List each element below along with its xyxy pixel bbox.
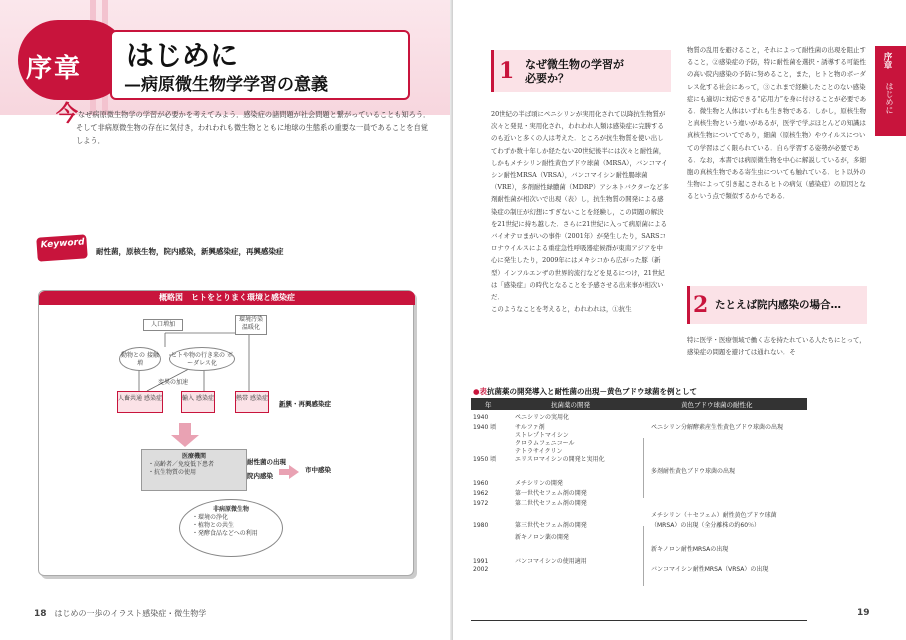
chapter-label: 序章 xyxy=(26,54,83,84)
section-2-number: 2 xyxy=(693,292,709,318)
tag-resistance: 耐性菌の出現 xyxy=(247,458,286,466)
node-nonpathogenic-item: ・発酵食品などへの利用 xyxy=(192,530,258,537)
section-1-title-line: 必要か？ xyxy=(525,72,569,85)
keyword-badge xyxy=(36,234,88,261)
node-nonpathogenic xyxy=(179,499,283,557)
table-title xyxy=(473,386,697,397)
node-population: 人口増加 xyxy=(143,319,183,331)
table-header-cell: 年 xyxy=(485,401,492,409)
table-cell: 1940 頃 xyxy=(473,424,497,431)
column-2-text-b: 特に医学・医療領域で働く志を持たれている人たちにとって，感染症の問題を避けては通れない．そ xyxy=(687,336,866,357)
keyword-list: 耐性菌，原核生物，院内感染，新興感染症，再興感染症 xyxy=(96,247,284,256)
side-tab xyxy=(875,46,906,136)
column-1-text xyxy=(491,108,669,372)
node-tropical: 熱帯 感染症 xyxy=(235,391,269,413)
side-tab-title: はじめに xyxy=(885,82,894,114)
table-cell: エリスロマイシンの開発と実用化 xyxy=(515,456,605,463)
table-cell: メチシリンの開発 xyxy=(515,480,563,487)
lead-paragraph xyxy=(56,101,431,147)
table-cell: 新キノロン薬の開発 xyxy=(515,534,569,541)
table-cell: 1980 xyxy=(473,522,489,529)
table-cell: 1991 xyxy=(473,558,489,565)
overview-diagram xyxy=(38,290,414,576)
table-cell: 多剤耐性黄色ブドウ球菌の出現 xyxy=(651,468,736,475)
table-cell: ストレプトマイシン xyxy=(515,432,569,439)
node-imported: 輸入 感染症 xyxy=(181,391,215,413)
table-cell: ペニシリンの実用化 xyxy=(515,414,570,421)
arrow-right xyxy=(279,469,289,475)
table-header-cell: 抗菌薬の開発 xyxy=(551,401,590,409)
table-cell: メチシリン（＋セフェム）耐性黄色ブドウ球菌 xyxy=(651,512,777,519)
table-cell: 2002 xyxy=(473,566,489,573)
arrow-right-head xyxy=(289,465,299,479)
table-cell: 1950 頃 xyxy=(473,456,497,463)
column-1-paragraph: 20世紀の半ば頃にペニシリンが実用化されて以降抗生物質が次々と発見・実用化され，われわれ人類は感染症に完勝するのも近いと多くの人は考えた．ところが抗生物質を使い出してわずか数十年しか経たない20世紀後半には次々と耐性菌，しかもメチシリン耐性黄色ブドウ球菌（MRSA），バンコマイシン耐性MRSA（VRSA），バンコマイシン耐性腸球菌（VRE），多剤耐性緑膿菌（MDRP）アシネトバクターなど多剤耐性菌が相次いで出現（表）し，抗生物質の開発による感染症の制圧が幻想にすぎないことを経験し，この問題の解決を21世紀に持ち越した．さらに21世紀に入って病原菌によるバイオテロまがいの事件（2001年）が発生したり，SARSコロナウイルスによる重症急性呼吸器症候群が東南アジアを中心に発生したり，2009年にはメキシコから広がった豚（新型）インフルエンザの世界的流行などを見るにつけ，21世紀は「感染症」の時代となることを予感させる出来事が相次いだ． xyxy=(491,110,669,302)
page-number: 18 xyxy=(34,609,47,619)
table-cell: 第一世代セフェム剤の開発 xyxy=(515,490,587,497)
table-cell: ペニシリン分解酵素産生性黄色ブドウ球菌の出現 xyxy=(651,424,784,431)
tag-hospital: 院内感染 xyxy=(247,472,273,480)
node-nonpathogenic-item: ・植物との共生 xyxy=(192,522,235,529)
table-cell: 第二世代セフェム剤の開発 xyxy=(515,500,587,507)
node-mutation: 変異の加速 xyxy=(157,379,188,386)
table-cell: 第三世代セフェム剤の開発 xyxy=(515,522,587,529)
table-header-cell: 黄色ブドウ球菌の耐性化 xyxy=(681,401,753,409)
node-animal-contact: 動物との 接触増 xyxy=(119,347,161,371)
node-environment: 環境汚染 温暖化 xyxy=(235,315,267,335)
section-1-number: 1 xyxy=(499,58,515,84)
page-number-right: 19 xyxy=(857,608,870,618)
section-2-title: たとえば院内感染の場合… xyxy=(715,299,841,311)
tag-community: 市中感染 xyxy=(305,466,331,474)
table-cell: 1960 xyxy=(473,480,489,487)
lead-initial: 今 xyxy=(56,101,79,127)
title-box xyxy=(110,30,410,100)
node-medical xyxy=(141,449,247,491)
node-medical-item: ・高齢者／免疫低下患者 xyxy=(148,461,215,468)
table-cell: 1962 xyxy=(473,490,489,497)
tag-emerging: 新興・再興感染症 xyxy=(279,400,331,408)
node-zoonosis: 人畜共通 感染症 xyxy=(117,391,163,413)
table-cell: サルファ剤 xyxy=(515,424,545,431)
table-cell: 1940 xyxy=(473,414,489,421)
table-cell: バンコマイシン耐性MRSA（VRSA）の出現 xyxy=(651,566,769,573)
table-cell: バンコマイシンの使用適用 xyxy=(515,558,587,565)
diagram-title: 概略図 ヒトをとりまく環境と感染症 xyxy=(39,291,415,305)
right-page xyxy=(453,0,906,640)
page-subtitle: —病原微生物学学習の意義 xyxy=(124,75,328,95)
node-nonpathogenic-label: 非病原微生物 xyxy=(212,506,249,513)
table-cell: 新キノロン耐性MRSAの出現 xyxy=(651,546,729,553)
column-1-paragraph: このようなことを考えると，われわれは，①抗生 xyxy=(491,305,632,314)
lead-text: なぜ病原微生物学の学習が必要かを考えてみよう．感染症の諸問題が社会問題と繋がっていることも知ろう．そして非病原微生物の存在に気付き，われわれも微生物とともに地球の生態系の重要な一員であることを自覚しよう． xyxy=(76,110,431,145)
timeline-line xyxy=(643,526,644,586)
side-tab-chapter: 序章 xyxy=(882,52,892,69)
footer-left xyxy=(34,608,206,619)
table-bottom-rule xyxy=(471,620,807,621)
node-medical-label: 医療機関 xyxy=(181,453,206,460)
timeline-line xyxy=(643,438,644,498)
table-cell: テトラサイクリン xyxy=(515,448,563,455)
table-title-text: 抗菌薬の開発導入と耐性菌の出現－黄色ブドウ球菌を例として xyxy=(487,387,698,396)
keyword-label: Keyword xyxy=(40,237,85,251)
table-bullet: ●表 xyxy=(473,387,488,396)
book-title: はじめの一歩のイラスト感染症・微生物学 xyxy=(54,609,207,618)
column-2-text: 物質の乱用を避けること，それによって耐性菌の出現を阻止すること，②感染症の予防，特に耐性菌を選択・誘導する可能性の高い院内感染の予防に努めること，また，ヒトと物のボーダレス化する社会にあって，③これまで経験したことのない感染症にも適切に対応できる“応用力”を身に付けることが必要である．微生物と人体はいずれも生き物である．しかし，原核生物と真核生物という違いがあるが，医学で学ぶほとんどの知識は真核生物についてであり，細菌（原核生物）やウイルスについての学習はごく限られている．自ら学習する姿勢が必要である．なお，本書では病原微生物を中心に解説しているが，多細胞の真核生物である寄生虫についても触れている．ヒト以外の生物によって引き起こされるヒトの病気（感染症）の原因となるという点で類似するからである． xyxy=(687,46,867,201)
node-borderless: ヒトや物の行き来の ボーダレス化 xyxy=(169,347,235,371)
table-cell: クロラムフェニコール xyxy=(515,440,575,447)
page-title: はじめに xyxy=(126,39,239,72)
section-1-title xyxy=(525,58,624,86)
table-header xyxy=(471,398,807,410)
node-nonpathogenic-item: ・環境の浄化 xyxy=(192,514,229,521)
section-1-title-line: なぜ微生物の学習が xyxy=(525,58,624,71)
node-medical-item: ・抗生物質の使用 xyxy=(148,469,197,476)
table-cell: 1972 xyxy=(473,500,489,507)
arrow-down-head xyxy=(171,435,199,447)
table-cell: （MRSA）の出現（全分離株の約60％） xyxy=(651,522,761,529)
